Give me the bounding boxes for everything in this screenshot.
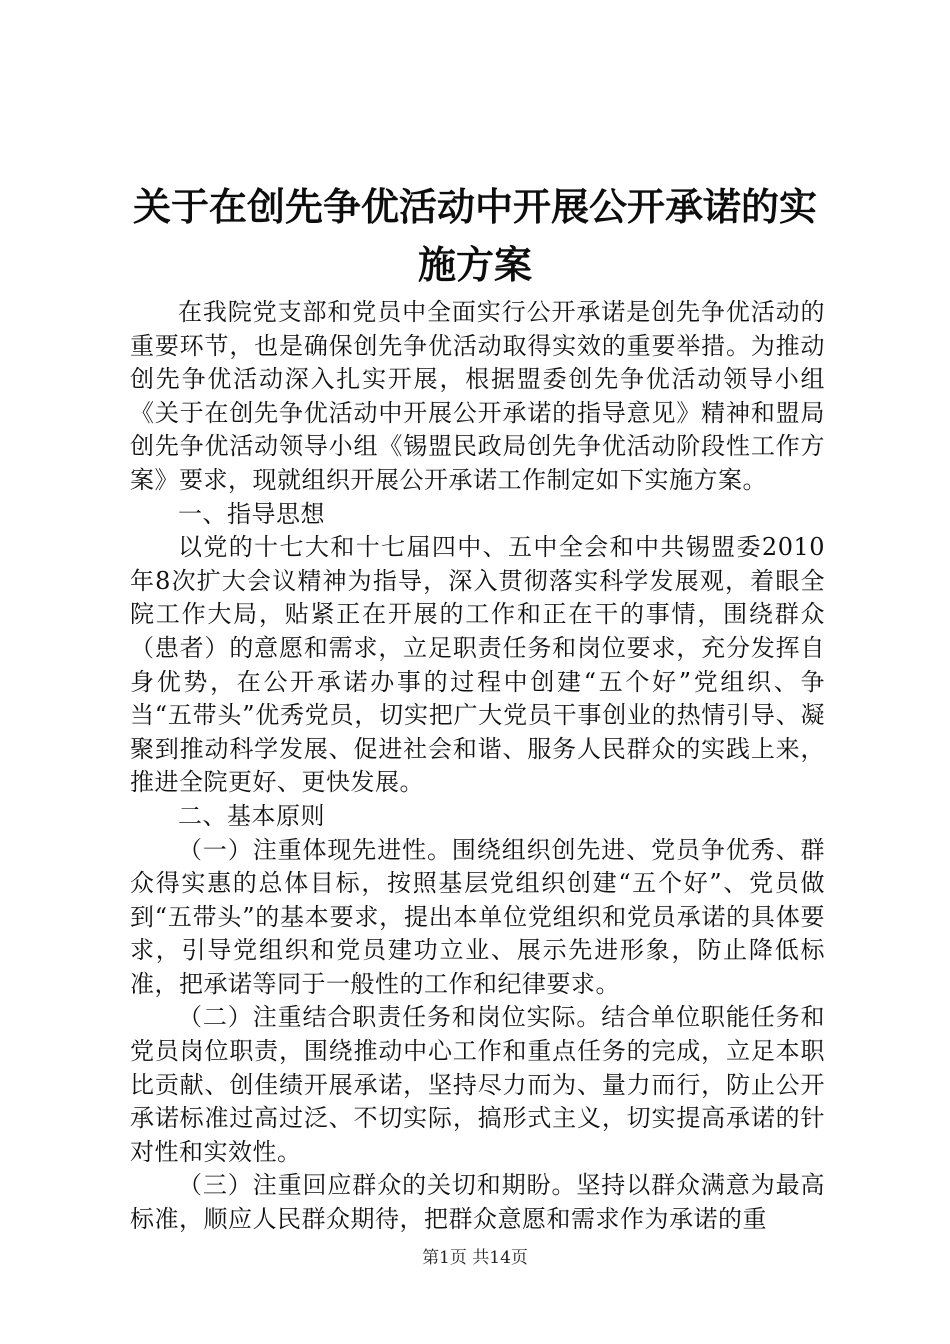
document-title: 关于在创先争优活动中开展公开承诺的实施方案 xyxy=(132,185,817,287)
paragraph-guiding-ideology: 以党的十七大和十七届四中、五中全会和中共锡盟委2010年8次扩大会议精神为指导，深入贯彻落实科学发展观，着眼全院工作大局，贴紧正在开展的工作和正在干的事情，围绕群众（患者）的意愿和需求，立足职责任务和岗位要求，充分发挥自身优势，在公开承诺办事的过程中创建“五个好”党组织、争当“五带头”优秀党员，切实把广大党员干事创业的热情引导、凝聚到推动科学发展、促进社会和谐、服务人民群众的实践上来，推进全院更好、更快发展。 xyxy=(130,533,825,797)
section-heading-basic-principles: 二、基本原则 xyxy=(178,801,325,830)
paragraph-intro: 在我院党支部和党员中全面实行公开承诺是创先争优活动的重要环节，也是确保创先争优活动取得实效的重要举措。为推动创先争优活动深入扎实开展，根据盟委创先争优活动领导小组《关于在创先争优活动中开展公开承诺的指导意见》精神和盟局创先争优活动领导小组《锡盟民政局创先争优活动阶段性工作方案》要求，现就组织开展公开承诺工作制定如下实施方案。 xyxy=(130,298,825,494)
paragraph-principle-2: （二）注重结合职责任务和岗位实际。结合单位职能任务和党员岗位职责，围绕推动中心工作和重点任务的完成，立足本职比贡献、创佳绩开展承诺，坚持尽力而为、量力而行，防止公开承诺标准过高过泛、不切实际，搞形式主义，切实提高承诺的针对性和实效性。 xyxy=(130,1003,825,1166)
paragraph-principle-1: （一）注重体现先进性。围绕组织创先进、党员争优秀、群众得实惠的总体目标，按照基层党组织创建“五个好”、党员做到“五带头”的基本要求，提出本单位党组织和党员承诺的具体要求，引导党组织和党员建功立业、展示先进形象，防止降低标准，把承诺等同于一般性的工作和纪律要求。 xyxy=(130,835,825,998)
page-footer: 第1页 共14页 xyxy=(422,1248,528,1268)
section-heading-guiding-ideology: 一、指导思想 xyxy=(178,499,325,528)
paragraph-principle-3: （三）注重回应群众的关切和期盼。坚持以群众满意为最高标准，顺应人民群众期待，把群众意愿和需求作为承诺的重 xyxy=(130,1171,825,1234)
document-body xyxy=(130,296,825,1237)
